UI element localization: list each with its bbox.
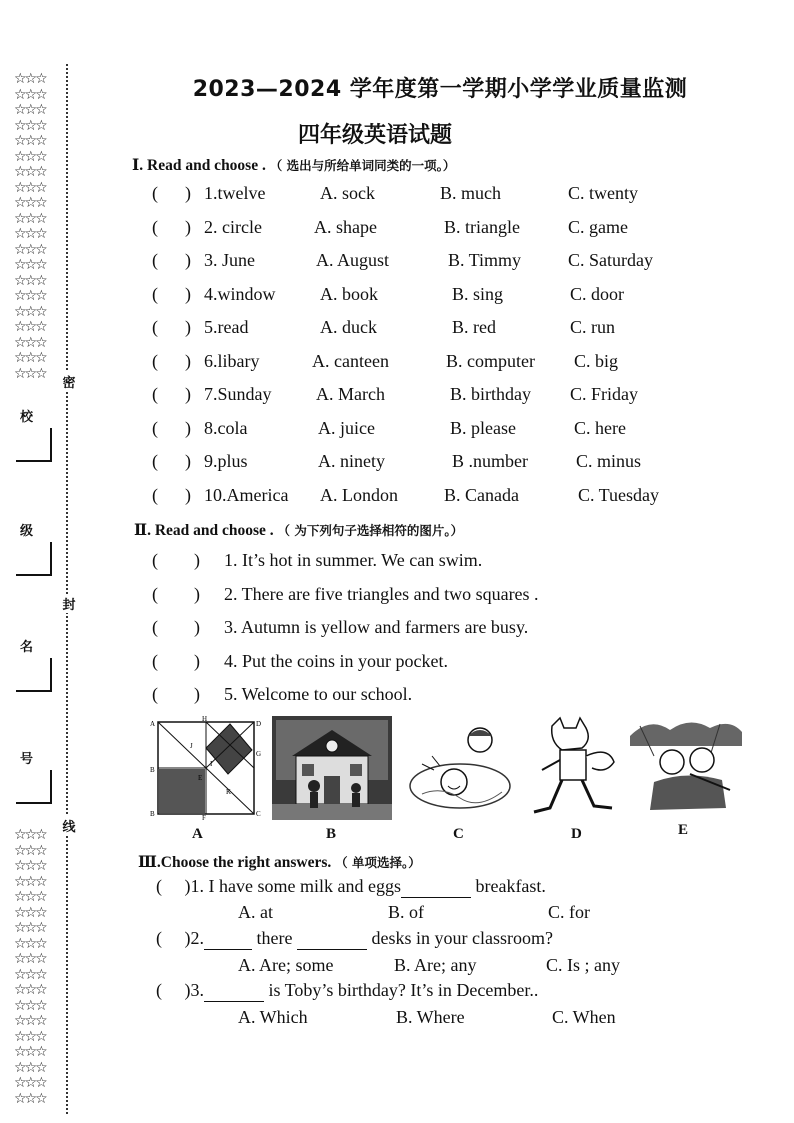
star-row: ☆☆☆ [14, 86, 46, 103]
answer-bracket[interactable]: ( ) [152, 550, 200, 570]
diagram-point-i: I [210, 760, 213, 768]
answer-bracket[interactable]: ( ) [152, 617, 200, 637]
answer-bracket[interactable]: ( ) [152, 484, 191, 505]
answer-bracket[interactable]: ( ) [156, 980, 191, 1000]
star-row: ☆☆☆ [14, 210, 46, 227]
s1-option-b[interactable]: B. red [452, 317, 496, 337]
s1-option-a[interactable]: A. juice [318, 417, 375, 438]
number-field[interactable] [16, 770, 52, 804]
s1-option-a[interactable]: A. August [316, 250, 390, 270]
s1-question-stem: 3. June [204, 250, 255, 270]
answer-bracket[interactable]: ( ) [152, 216, 191, 237]
picture-c-swimming [402, 716, 518, 820]
picture-label-d: D [571, 826, 582, 842]
star-row: ☆☆☆ [14, 195, 46, 211]
s1-option-b[interactable]: B. please [450, 417, 516, 438]
star-row: ☆☆☆ [14, 71, 46, 87]
star-row: ☆☆☆ [14, 858, 46, 874]
s1-option-c[interactable]: C. Tuesday [578, 484, 660, 505]
diagram-point-h: H [202, 716, 208, 723]
picture-label-b: B [326, 826, 337, 842]
s3-question-3: ( )3. is Toby’s birthday? It’s in December.. [156, 980, 539, 1000]
s2-sentence: 3. Autumn is yellow and farmers are busy. [224, 617, 529, 637]
picture-e-farmers [630, 716, 742, 820]
s1-option-c[interactable]: C. door [570, 283, 624, 304]
section3-title: Ⅲ.Choose the right answers. [138, 854, 332, 871]
class-label: 级 [20, 524, 34, 539]
section2-title: Ⅱ. Read and choose . [134, 522, 274, 539]
section2-instruction: （ 为下列句子选择相符的图片。） [277, 523, 464, 538]
s1-question-stem: 9.plus [204, 451, 248, 471]
seal-char-xian: 线 [62, 816, 76, 835]
s1-option-a[interactable]: A. sock [320, 183, 375, 203]
diagram-point-d: D [256, 720, 262, 728]
s1-option-b[interactable]: B. birthday [450, 384, 531, 404]
diagram-point-g: G [256, 750, 262, 758]
picture-a-geometry [150, 716, 264, 820]
diagram-point-e: E [198, 774, 203, 782]
s3-question-1: ( )1. I have some milk and eggs breakfast. [156, 876, 546, 896]
star-row: ☆☆☆ [14, 966, 46, 983]
name-field[interactable] [16, 658, 52, 692]
s1-option-a[interactable]: A. duck [320, 317, 377, 337]
s1-option-b[interactable]: B. Canada [444, 484, 519, 505]
diagram-point-f: F [202, 814, 206, 820]
s3-q2-option-c[interactable]: C. Is ; any [546, 955, 620, 975]
s3-q2-option-b[interactable]: B. Are; any [394, 955, 477, 975]
s1-question-stem: 2. circle [204, 216, 262, 237]
answer-bracket[interactable]: ( ) [152, 650, 200, 671]
answer-blank[interactable] [401, 876, 471, 898]
star-row: ☆☆☆ [14, 873, 46, 890]
binding-dotted-line [66, 64, 68, 1114]
star-row: ☆☆☆ [14, 982, 46, 998]
picture-label-a: A [192, 826, 203, 842]
s1-option-b[interactable]: B. triangle [444, 216, 520, 237]
star-row: ☆☆☆ [14, 133, 46, 149]
answer-blank[interactable] [204, 928, 252, 950]
s1-option-c[interactable]: C. here [574, 417, 626, 438]
s3-q1-option-c[interactable]: C. for [548, 902, 590, 922]
s1-option-b[interactable]: B .number [452, 451, 528, 471]
picture-d-fox [522, 716, 624, 820]
answer-bracket[interactable]: ( ) [152, 583, 200, 604]
star-row: ☆☆☆ [14, 1028, 46, 1045]
star-row: ☆☆☆ [14, 997, 46, 1014]
s1-question-stem: 6.libary [204, 350, 260, 371]
school-label: 校 [20, 410, 34, 425]
star-row: ☆☆☆ [14, 920, 46, 936]
s1-option-a[interactable]: A. London [320, 484, 398, 505]
s1-option-b[interactable]: B. computer [446, 350, 535, 371]
decorative-stars-top [14, 72, 50, 382]
star-row: ☆☆☆ [14, 1013, 46, 1029]
star-row: ☆☆☆ [14, 272, 46, 289]
s2-sentence: 1. It’s hot in summer. We can swim. [224, 550, 483, 570]
s1-option-b[interactable]: B. much [440, 183, 501, 203]
star-row: ☆☆☆ [14, 102, 46, 118]
exam-subtitle: 四年级英语试题 [297, 123, 452, 148]
star-row: ☆☆☆ [14, 179, 46, 196]
section1-instruction: （ 选出与所给单词同类的一项。） [269, 158, 456, 173]
exam-title: 2023—2024 学年度第一学期小学学业质量监测 [192, 77, 688, 102]
s3-q3-option-a[interactable]: A. Which [238, 1007, 308, 1027]
answer-bracket[interactable]: ( ) [152, 183, 191, 203]
section1-heading [132, 155, 455, 175]
picture-label-c: C [453, 826, 464, 842]
picture-label-e: E [678, 822, 689, 838]
star-row: ☆☆☆ [14, 1044, 46, 1060]
answer-bracket[interactable]: ( ) [152, 350, 191, 371]
star-row: ☆☆☆ [14, 303, 46, 320]
s1-option-a[interactable]: A. ninety [318, 451, 385, 471]
answer-blank[interactable] [297, 928, 367, 950]
picture-b-school [272, 716, 392, 820]
answer-bracket[interactable]: ( ) [152, 317, 191, 337]
s1-question-stem: 10.America [204, 484, 289, 505]
star-row: ☆☆☆ [14, 842, 46, 859]
diagram-point-a: A [150, 720, 156, 728]
star-row: ☆☆☆ [14, 1059, 46, 1076]
star-row: ☆☆☆ [14, 334, 46, 351]
star-row: ☆☆☆ [14, 164, 46, 180]
star-row: ☆☆☆ [14, 935, 46, 952]
star-row: ☆☆☆ [14, 951, 46, 967]
s1-question-stem: 5.read [204, 317, 249, 337]
s1-option-c[interactable]: C. game [568, 216, 628, 237]
s1-option-c[interactable]: C. Saturday [568, 250, 653, 270]
star-row: ☆☆☆ [14, 257, 46, 273]
star-row: ☆☆☆ [14, 1090, 46, 1107]
star-row: ☆☆☆ [14, 889, 46, 905]
seal-char-feng: 封 [62, 594, 76, 613]
s1-question-stem: 7.Sunday [204, 384, 272, 404]
star-row: ☆☆☆ [14, 827, 46, 843]
school-field[interactable] [16, 428, 52, 462]
s1-option-c[interactable]: C. Friday [570, 384, 639, 404]
s1-option-c[interactable]: C. big [574, 350, 619, 371]
star-row: ☆☆☆ [14, 148, 46, 165]
number-label: 号 [20, 752, 34, 767]
star-row: ☆☆☆ [14, 241, 46, 258]
s1-option-c[interactable]: C. minus [576, 451, 642, 471]
section1-title: Ⅰ. Read and choose . [132, 157, 266, 174]
class-field[interactable] [16, 542, 52, 576]
star-row: ☆☆☆ [14, 226, 46, 242]
s1-option-c[interactable]: C. run [570, 317, 615, 337]
answer-bracket[interactable]: ( ) [152, 384, 191, 404]
seal-char-mi: 密 [62, 372, 76, 391]
s2-sentence: 5. Welcome to our school. [224, 684, 413, 704]
name-label: 名 [20, 640, 34, 655]
s1-question-stem: 4.window [204, 283, 276, 304]
diagram-point-b2: B [150, 810, 155, 818]
s3-q2-option-a[interactable]: A. Are; some [238, 955, 334, 975]
star-row: ☆☆☆ [14, 319, 46, 335]
diagram-point-c: C [256, 810, 261, 818]
answer-blank[interactable] [204, 980, 264, 1002]
s3-question-2: ( )2. there desks in your classroom? [156, 928, 553, 948]
s2-sentence: 2. There are five triangles and two squares . [224, 583, 539, 604]
s2-sentence: 4. Put the coins in your pocket. [224, 650, 448, 671]
section2-heading [134, 520, 463, 540]
diagram-point-k: K [226, 788, 232, 796]
answer-bracket[interactable]: ( ) [152, 684, 200, 704]
s3-q3-option-b[interactable]: B. Where [396, 1007, 465, 1027]
decorative-stars-bottom [14, 828, 50, 1107]
s1-option-b[interactable]: B. Timmy [448, 250, 522, 270]
star-row: ☆☆☆ [14, 288, 46, 304]
s1-option-a[interactable]: A. book [320, 283, 378, 304]
answer-bracket[interactable]: ( ) [156, 928, 191, 948]
s3-q3-option-c[interactable]: C. When [552, 1007, 616, 1027]
s1-option-a[interactable]: A. canteen [312, 350, 389, 371]
s1-option-a[interactable]: A. shape [314, 216, 377, 237]
s3-q1-option-a[interactable]: A. at [238, 902, 273, 922]
diagram-point-j: J [190, 742, 193, 750]
s1-option-b[interactable]: B. sing [452, 283, 504, 304]
s1-question-stem: 8.cola [204, 417, 248, 438]
answer-bracket[interactable]: ( ) [152, 250, 191, 270]
answer-bracket[interactable]: ( ) [152, 417, 191, 438]
s1-option-c[interactable]: C. twenty [568, 183, 638, 203]
s1-option-a[interactable]: A. March [316, 384, 385, 404]
star-row: ☆☆☆ [14, 117, 46, 134]
star-row: ☆☆☆ [14, 350, 46, 366]
s3-q1-option-b[interactable]: B. of [388, 902, 424, 922]
section3-instruction: （ 单项选择。） [335, 855, 421, 870]
diagram-point-b1: B [150, 766, 155, 774]
answer-bracket[interactable]: ( ) [152, 451, 191, 471]
answer-bracket[interactable]: ( ) [156, 876, 191, 896]
answer-bracket[interactable]: ( ) [152, 283, 191, 304]
star-row: ☆☆☆ [14, 1075, 46, 1091]
s1-question-stem: 1.twelve [204, 183, 266, 203]
star-row: ☆☆☆ [14, 365, 46, 382]
star-row: ☆☆☆ [14, 904, 46, 921]
section3-heading [138, 852, 421, 872]
